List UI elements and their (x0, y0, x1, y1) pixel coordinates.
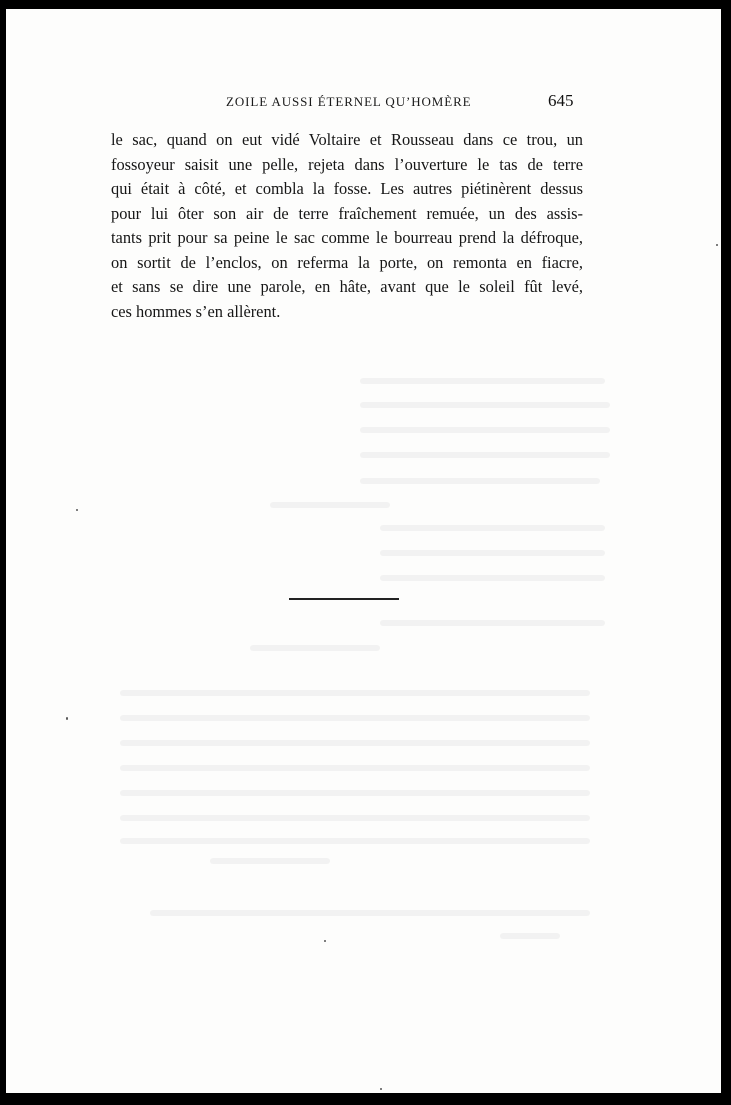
scan-speck (380, 1088, 382, 1090)
text-line: le sac, quand on eut vidé Voltaire et Rousseau dans ce trou, un (111, 130, 583, 149)
text-line: on sortit de l’enclos, on referma la porte, on remonta en fiacre, (111, 252, 583, 272)
text-line: pour lui ôter son air de terre fraîchement remuée, un des assis- (111, 203, 583, 223)
text-line: ces hommes s’en allèrent. (111, 301, 281, 321)
running-head (226, 91, 586, 111)
scan-border-top (0, 0, 731, 9)
scan-speck (716, 244, 718, 246)
scan-speck (66, 717, 68, 720)
running-title: ZOILE AUSSI ÉTERNEL QU’HOMÈRE (226, 94, 472, 109)
scan-border-bottom (0, 1093, 731, 1105)
text-line: et sans se dire une parole, en hâte, avant que le soleil fût levé, (111, 277, 583, 296)
scan-speck (76, 509, 78, 511)
body-paragraph (111, 128, 583, 324)
text-line: fossoyeur saisit une pelle, rejeta dans l’ouverture le tas de terre (111, 154, 583, 174)
page-number: 645 (548, 91, 574, 110)
scan-speck (324, 940, 326, 942)
text-line: tants prit pour sa peine le sac comme le bourreau prend la défroque, (111, 228, 583, 247)
scan-border-right (721, 0, 731, 1105)
text-line: qui était à côté, et combla la fosse. Les autres piétinèrent dessus (111, 179, 583, 198)
section-rule (289, 598, 399, 600)
